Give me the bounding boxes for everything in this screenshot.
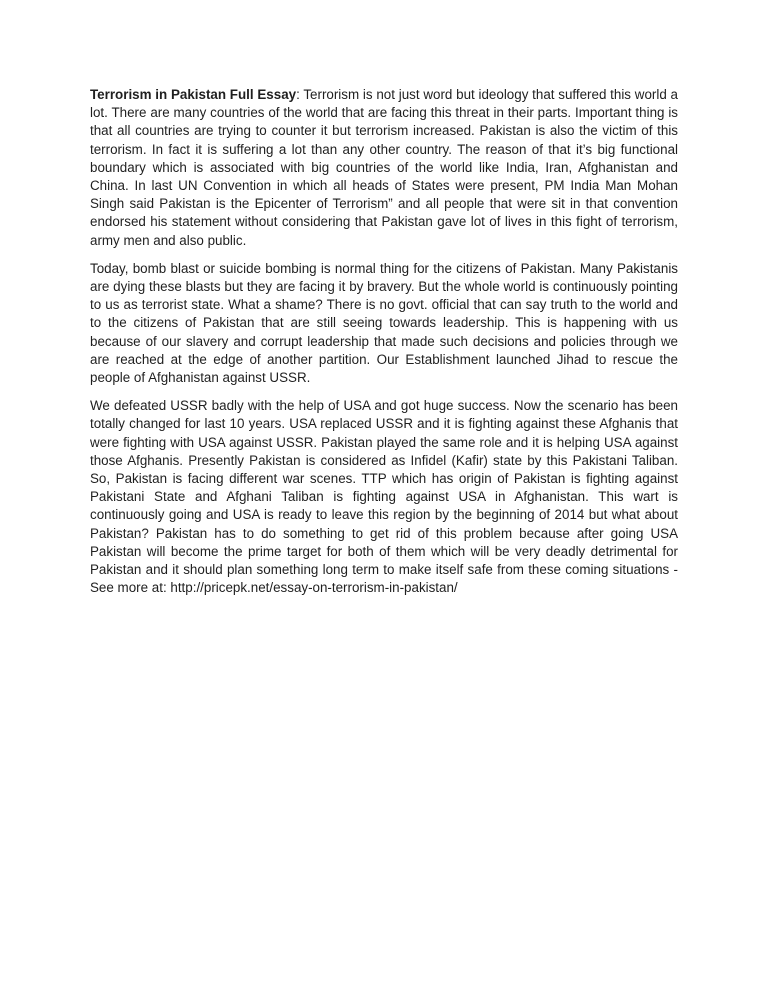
paragraph-2: Today, bomb blast or suicide bombing is normal thing for the citizens of Pakistan. Many Pakistanis are dying these blasts but they are facing it by bravery. But the whole world is continuously pointing to us as terrorist state. What a shame? There is no govt. official that can say truth to the world and to the citizens of Pakistan that are still seeing towards leadership. This is happening with us because of our slavery and corrupt leadership that made such decisions and policies through we are reached at the edge of another partition. Our Establishment launched Jihad to rescue the people of Afghanistan against USSR. — [90, 260, 678, 386]
essay-body — [90, 86, 678, 607]
title-separator: : — [296, 87, 304, 102]
paragraph-1 — [90, 86, 678, 250]
paragraph-1-text: Terrorism is not just word but ideology that suffered this world a lot. There are many countries of the world that are facing this threat in their parts. Important thing is that all countries are trying to counter it but terrorism increased. Pakistan is also the victim of this terrorism. In fact it is suffering a lot than any other country. The reason of that it’s big functional boundary which is associated with big countries of the world like India, Iran, Afghanistan and China. In last UN Convention in which all heads of States were present, PM India Man Mohan Singh said Pakistan is the Epicenter of Terrorism” and all people that were sit in that convention endorsed his statement without considering that Pakistan gave lot of lives in this fight of terrorism, army men and also public. — [90, 87, 678, 248]
essay-title: Terrorism in Pakistan Full Essay — [90, 87, 297, 102]
paragraph-3: We defeated USSR badly with the help of USA and got huge success. Now the scenario has been totally changed for last 10 years. USA replaced USSR and it is fighting against these Afghanis that were fighting with USA against USSR. Pakistan played the same role and it is helping USA against those Afghanis. Presently Pakistan is considered as Infidel (Kafir) state by this Pakistani Taliban. So, Pakistan is facing different war scenes. TTP which has origin of Pakistan is fighting against Pakistani State and Afghani Taliban is fighting against USA in Afghanistan. This wart is continuously going and USA is ready to leave this region by the beginning of 2014 but what about Pakistan? Pakistan has to do something to get rid of this problem because after going USA Pakistan will become the prime target for both of them which will be very deadly detrimental for Pakistan and it should plan something long term to make itself safe from these coming situations - See more at: http://pricepk.net/essay-on-terrorism-in-pakistan/ — [90, 398, 678, 596]
